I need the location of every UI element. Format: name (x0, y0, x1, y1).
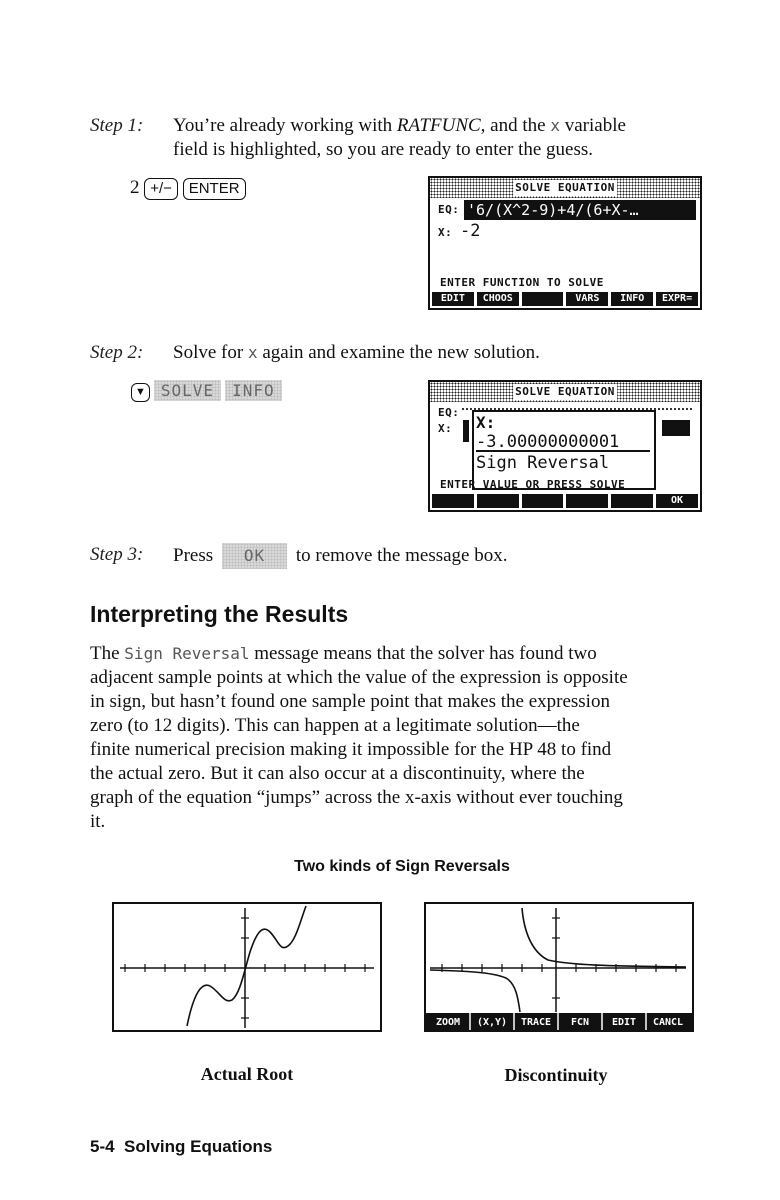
screen2-eq-label: EQ: (438, 406, 460, 419)
screen2-title-bar (430, 382, 700, 402)
plot-menu-fcn[interactable]: FCN (570, 1017, 590, 1028)
menu-blank-4[interactable] (566, 494, 608, 508)
ok-softkey[interactable]: OK (222, 543, 287, 569)
calculator-screen-2 (428, 380, 702, 512)
step1-keystrokes (130, 176, 246, 200)
caption-discontinuity: Discontinuity (504, 1065, 608, 1085)
menu-blank-2[interactable] (477, 494, 519, 508)
section-paragraph (90, 642, 720, 834)
plot-menu-zoom[interactable]: ZOOM (435, 1017, 461, 1028)
para-line-3: in sign, but hasn’t found one sample point that makes the expression (90, 691, 610, 712)
message-box-value: -3.00000000001 (476, 432, 620, 452)
page-footer (90, 1137, 272, 1157)
caption-actual-root: Actual Root (200, 1064, 294, 1084)
screen1-prompt: ENTER FUNCTION TO SOLVE (440, 276, 604, 289)
screen1-title: SOLVE EQUATION (515, 181, 615, 194)
plot-menu-edit[interactable]: EDIT (611, 1017, 637, 1028)
plot-frame-left (113, 903, 381, 1031)
ratfunc-name: RATFUNC (396, 115, 481, 136)
step3-text (173, 543, 507, 569)
step1-text-b: , and the (480, 115, 551, 136)
plot-menu-xy[interactable]: (X,Y) (476, 1017, 508, 1028)
para-the: The (90, 643, 125, 664)
menu-blank[interactable] (522, 292, 564, 306)
message-box-divider (476, 450, 650, 452)
solve-softkey[interactable]: SOLVE (154, 380, 221, 401)
screen2-prompt: ENTER VALUE OR PRESS SOLVE (440, 478, 626, 491)
figure-title: Two kinds of Sign Reversals (294, 858, 510, 875)
down-arrow-key[interactable]: ▼ (131, 383, 150, 402)
x-variable-name: x (550, 116, 560, 135)
menu-ok[interactable]: OK (656, 494, 698, 508)
page-number: 5-4 (90, 1137, 115, 1156)
enter-key[interactable]: ENTER (183, 178, 246, 200)
step1-text-a: You’re already working with (173, 115, 397, 136)
actual-root-plot (112, 902, 382, 1032)
menu-blank-3[interactable] (522, 494, 564, 508)
digit-two: 2 (130, 177, 140, 198)
plus-minus-key[interactable]: +/− (144, 178, 178, 200)
para-line-4: zero (to 12 digits). This can happen at a legitimate solution—the (90, 715, 580, 736)
menu-expr[interactable]: EXPR= (656, 292, 698, 306)
info-softkey[interactable]: INFO (225, 380, 282, 401)
screen2-x-field-edge (463, 420, 469, 442)
step1-label: Step 1: (90, 115, 144, 136)
menu-choos[interactable]: CHOOS (477, 292, 519, 306)
screen1-title-bar (430, 178, 700, 198)
screen1-x-value[interactable]: -2 (460, 221, 481, 241)
menu-edit[interactable]: EDIT (432, 292, 474, 306)
step2-keystrokes (131, 380, 282, 402)
screen2-right-block (662, 420, 690, 436)
para-line-8: it. (90, 811, 106, 832)
step1-text-c: variable (559, 115, 626, 136)
menu-vars[interactable]: VARS (566, 292, 608, 306)
screen1-eq-field[interactable]: '6/(X^2-9)+4/(6+X-… (464, 200, 696, 220)
step2-text (173, 341, 540, 365)
menu-blank-5[interactable] (611, 494, 653, 508)
menu-info[interactable]: INFO (611, 292, 653, 306)
screen1-x-label: X: (438, 226, 453, 239)
para-line-1: message means that the solver has found two (249, 643, 597, 664)
para-line-7: graph of the equation “jumps” across the x-axis without ever touching (90, 787, 623, 808)
step3-text-a: Press (173, 545, 214, 566)
section-heading: Interpreting the Results (90, 601, 349, 627)
screen2-title: SOLVE EQUATION (515, 385, 615, 398)
sign-reversal-term: Sign Reversal (124, 644, 250, 663)
plot-menu-trace[interactable]: TRACE (520, 1017, 552, 1028)
screen2-menu (432, 494, 698, 508)
menu-blank-1[interactable] (432, 494, 474, 508)
para-line-2: adjacent sample points at which the value of the expression is opposite (90, 667, 628, 688)
discontinuity-plot (424, 902, 694, 1032)
step3-text-b: to remove the message box. (295, 545, 508, 566)
screen1-eq-label: EQ: (438, 203, 460, 216)
step2-label: Step 2: (90, 342, 144, 363)
step2-text-a: Solve for (173, 342, 248, 363)
step2-text-b: again and examine the new solution. (257, 342, 540, 363)
chapter-title: Solving Equations (124, 1137, 273, 1156)
calculator-screen-1 (428, 176, 702, 310)
step1-text (173, 114, 733, 162)
screen1-menu (432, 292, 698, 306)
step1-text-line2: field is highlighted, so you are ready to enter the guess. (173, 139, 594, 160)
screen2-x-label: X: (438, 422, 453, 435)
para-line-6: the actual zero. But it can also occur at a discontinuity, where the (90, 763, 585, 784)
para-line-5: finite numerical precision making it impossible for the HP 48 to find (90, 739, 612, 760)
message-box-msg: Sign Reversal (476, 453, 610, 473)
message-box-var: X: (476, 413, 496, 432)
step3-label: Step 3: (90, 544, 144, 565)
x-variable-name-2: x (247, 343, 258, 362)
plot-menu-cancl[interactable]: CANCL (652, 1017, 684, 1028)
